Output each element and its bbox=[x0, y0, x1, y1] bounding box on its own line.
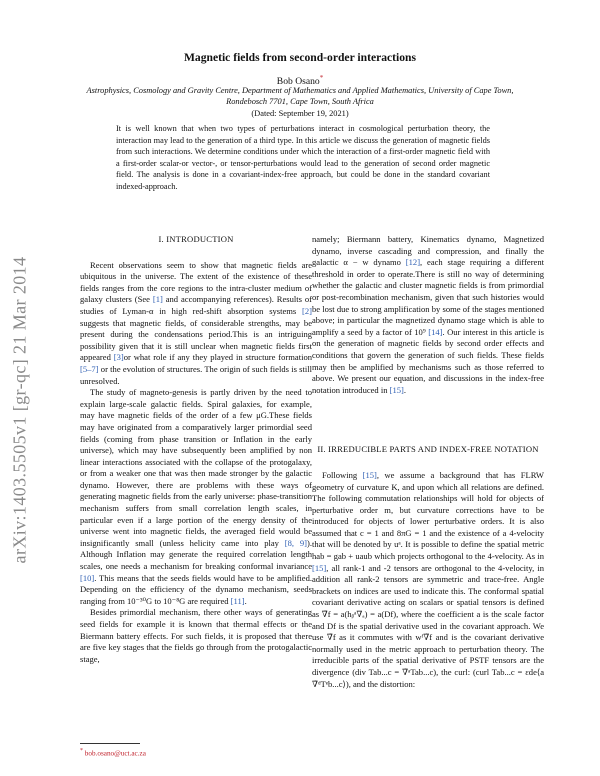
citation-link[interactable]: [11] bbox=[230, 595, 245, 606]
citation-link[interactable]: [5–7] bbox=[80, 363, 99, 374]
author-name: Bob Osano bbox=[276, 76, 320, 88]
citation-link[interactable]: [2] bbox=[302, 305, 312, 316]
arxiv-identifier-stamp bbox=[0, 240, 40, 580]
section-heading-introduction: I. INTRODUCTION bbox=[158, 234, 234, 244]
left-column bbox=[80, 234, 312, 665]
arxiv-identifier-text: arXiv:1403.5505v1 [gr-qc] 21 Mar 2014 bbox=[9, 256, 30, 564]
citation-link[interactable]: [14] bbox=[428, 326, 443, 337]
paragraph: Besides primordial mechanism, there other ways of generating seed fields for example it is known that thermal effects or the Biermann battery effects. For such fields, it is proposed that there are five key stages that the fields go through from the protogalactic stage, bbox=[80, 607, 312, 664]
paragraph: The study of magneto-genesis is partly driven by the need to explain large-scale galactic fields. Spiral galaxies, for example, may have magnetic fields of the order of a few μG.These fields may have originated from a comparatively larger primordial seed fields (coming from phase transition or Inflation in the early universe), which may have subsequently been amplified by non linear interactions associated with the collapse of the protogalaxy, or from a weaker one that was then made stronger by the galactic dynamo. However, there are problems with these ways of generating magnetic fields from the early universe: phase-transition mechanism suffers from small correlation length scales, in particular even if a large portion of the energy density of the universe went into magnetic fields, the averaged field would be insignificantly small (unless helicity came into play [8, 9]). Although Inflation may generate the required correlation length scales, one needs a mechanism for breaking conformal invariance [10]. This means that the seeds fields would have to be amplified. Depending on the efficiency of the dynamo mechanism, seeds ranging from 10⁻³⁰G to 10⁻⁸G are required [11]. bbox=[80, 387, 312, 606]
right-column bbox=[312, 234, 544, 690]
abstract: It is well known that when two types of perturbations interact in cosmological perturbation theory, the interaction may lead to the generation of a third type. In this article we discuss the generation of magnetic fields from such interactions. We determine conditions under which the interaction of a first-order magnetic field with a first-order scalar-or vector-, or tensor-perturbations would lead to the generation of second order magnetic field. The analysis is done in a covariant-index-free approach, but could be done in the standard covariant indexed-approach. bbox=[116, 124, 490, 191]
citation-link[interactable]: [8, 9] bbox=[284, 537, 308, 548]
footnote-mark: * bbox=[80, 748, 83, 754]
author-footnote-mark[interactable]: * bbox=[319, 74, 324, 82]
citation-link[interactable]: [12] bbox=[405, 257, 421, 268]
section-heading-irreducible-parts: II. IRREDUCIBLE PARTS AND INDEX-FREE NOTATION bbox=[317, 444, 539, 455]
citation-link[interactable]: [15] bbox=[312, 562, 327, 573]
paragraph: Recent observations seem to show that magnetic fields are ubiquitous in the universe. The extent of the existence of these fields ranges from the core regions to the intra-cluster medium of galaxy clusters (See [1] and accompanying references). Results of studies of Lyman-α in high red-shift absorption systems [2] suggests that magnetic fields, of considerable strengths, may be present during the condensations period.This is an intriguing possibility given that it is still unclear when magnetic fields first appeared [3]or what role if any they played in structure formation [5–7] or the evolution of structures. The origin of such fields is still unresolved. bbox=[80, 259, 312, 386]
paper-title: Magnetic fields from second-order interactions bbox=[183, 51, 417, 64]
author-affiliation: Astrophysics, Cosmology and Gravity Centre, Department of Mathematics and Applied Mathematics, University of Cape Town, Rondebosch 7701, Cape Town, South Africa bbox=[86, 86, 514, 107]
footnote-divider bbox=[80, 743, 140, 744]
date-line: (Dated: September 19, 2021) bbox=[251, 109, 349, 118]
paragraph: Following [15], we assume a background that has FLRW geometry of curvature K, and upon which all relations are defined. The following commutation relationships will hold for objects of perturbative order m, but curvature corrections have to be introduced for objects of lower perturbative orders. It is also assumed that c = 1 and 8πG = 1 and the existence of a 4-velocity that will be denoted by uᵃ. It is possible to define the spatial metric hab = gab + uaub which projects orthogonal to the 4-velocity. As in [15], all rank-1 and -2 tensors are orthogonal to the 4-velocity, in addition all rank-2 tensors are symmetric and trace-free. Angle brackets on indices are used to indicate this. The conformal spatial covariant derivative acting on scalars or spatial tensors is defined as ∇̃f = a(hᵦᵃ∇ₐ) = a(Df), where the coefficient a is the scale factor and Df is the spatial derivative used in the covariant approach. We use ∇̃f as it commutes with wᶠ∇̃f and is the covariant derivative normally used in the metric approach to perturbation theory. The irreducible parts of the spatial derivative of PSTF tensors are the divergence (div Tab...c = ∇̃ᵃTab...c), the curl: (curl Tab...c = εde⟨a ∇̃ᵈTᵉb...c⟩), and the distortion: bbox=[312, 469, 544, 689]
citation-link[interactable]: [1] bbox=[152, 294, 163, 305]
citation-link[interactable]: [15] bbox=[389, 384, 404, 395]
author-email-link[interactable]: bob.osano@uct.ac.za bbox=[84, 749, 146, 758]
citation-link[interactable]: [15] bbox=[362, 469, 377, 480]
citation-link[interactable]: [10] bbox=[80, 572, 95, 583]
paragraph: namely; Biermann battery, Kinematics dynamo, Magnetized dynamo, inverse cascading and compression, and finally the galactic α − w dynamo [12], each stage requiring a different threshold in order to operate.There is still no way of determining whether the galactic and cluster magnetic fields is from primordial or post-recombination mechanism, given that such histories would be lost due to strong amplification by some of the stages mentioned above; in particular the magnetized dynamo stage which is able to amplify a seed by a factor of 10⁹ [14]. Our interest in this article is on the generation of magnetic fields by second order effects and conditions that govern the generation of such fields. These fields may then be amplified by mechanisms such as those referred to above. We present our equation, and discussions in the index-free notation introduced in [15]. bbox=[312, 234, 544, 395]
footnote bbox=[80, 748, 146, 757]
citation-link[interactable]: [3] bbox=[113, 352, 124, 363]
